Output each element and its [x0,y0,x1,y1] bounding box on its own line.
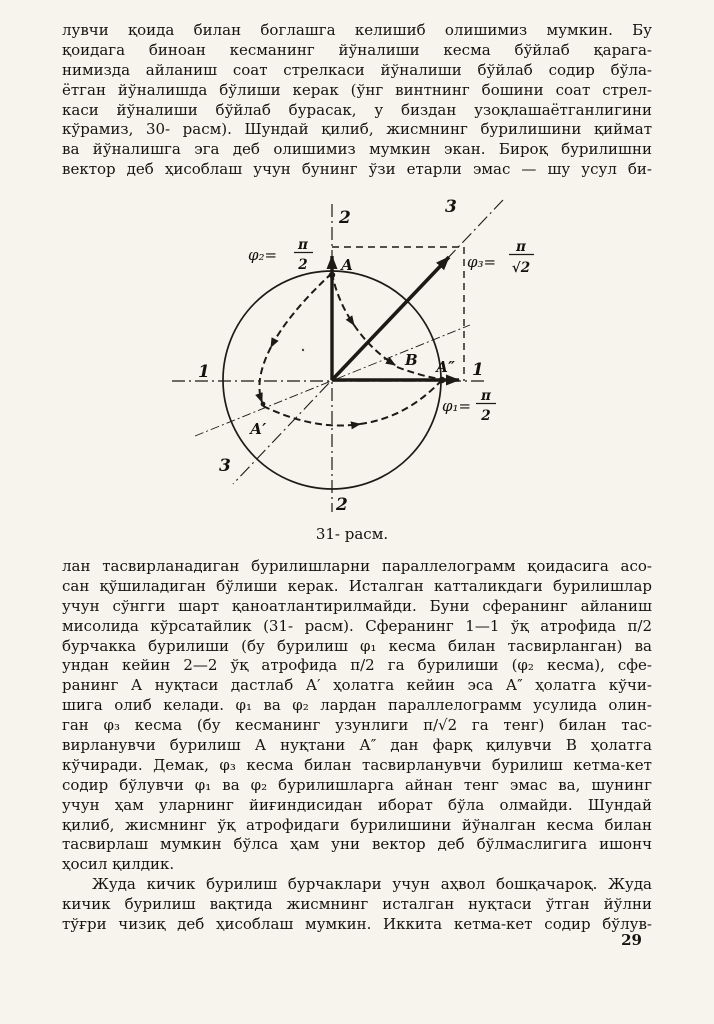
text-line: ва йўналишга эга деб олишимиз мумкин экан. Бироқ бурилишни [62,140,652,159]
text-line: ундан кейин 2—2 ўқ атрофида π/2 га бурилиши (φ₂ кесма), сфе- [62,656,652,675]
text-line: ранинг А нуқтаси дастлаб А′ ҳолатга кейин эса А″ ҳолатга кўчи- [62,676,652,695]
phi1-denominator: 2 [481,408,491,424]
arc-b-to-adprime [397,367,439,379]
text-line: нимизда айланиш соат стрелкаси йўналиши бўйлаб содир бўла- [62,60,652,79]
text-line: ётган йўналишда бўлиши керак (ўнг винтнинг бошини соат стрел- [62,80,652,99]
point-aprime-dot [261,402,266,407]
arc-aprime-to-adprime [263,406,360,426]
phi2-label: φ₂= [248,246,278,264]
text-line: содир бўлувчи φ₁ ва φ₂ бурилишларга айнан тенг эмас ва, шунинг [62,775,652,794]
text-line: тўғри чизиқ деб ҳисоблаш мумкин. Иккита кетма-кет содир бўлув- [62,914,652,933]
axis2-bottom-label: 2 [336,495,348,515]
point-b-label: В [405,351,418,369]
axis3-top-label: 3 [445,197,457,217]
text-line: қилиб, жисмнинг ўқ атрофидаги бурилишини йўналган кесма билан [62,815,652,834]
arc-a-to-b-2 [354,325,395,365]
point-a-label: А [341,256,354,274]
text-line: қоидага биноан кесманинг йўналиши кесма бўйлаб қарага- [62,40,652,59]
page-number: 29 [621,931,642,949]
axis1-left-label: 1 [198,362,210,382]
text-line: ҳосил қилдик. [62,855,175,874]
text-line: лан тасвирланадиган бурилишларни параллелограмм қоидасига асо- [62,557,652,575]
point-aprime-label: А′ [250,420,267,438]
paragraph-3 [62,875,652,935]
text-line: сан қўшиладиган бўлиши керак. Исталган катталикдаги бурилишлар [62,576,652,595]
axis1-right-label: 1 [472,360,484,380]
text-line: кўчиради. Демак, φ₃ кесма билан тасвирланувчи бурилиш кетма-кет [62,755,652,774]
text-line: учун сўнгги шарт қаноатлантирилмайди. Буни сферанинг айланиш [62,596,652,615]
figure-31-diagram [150,192,590,554]
arc-aprime-to-adprime-2 [360,382,440,424]
text-line: вектор деб ҳисоблаш учун бунинг ўзи етарли эмас — шу усул би- [62,160,652,179]
text-line: мисолида кўрсатайлик (31- расм). Сферанинг 1—1 ўқ атрофида π/2 [62,616,652,635]
arc-a-to-aprime-2 [259,347,271,402]
phi1-label: φ₁= [442,397,472,415]
phi3-numerator: π [516,239,526,255]
text-line: бурчакка бурилиши (бу бурилиш φ₁ кесма билан тасвирланган) ва [62,636,652,655]
phi1-numerator: π [481,388,491,404]
text-line: учун ҳам уларнинг йиғиндисидан иборат бўла олмайди. Шундай [62,795,652,814]
text-line: тасвирлаш мумкин бўлса ҳам уни вектор деб бўлмаслигига ишонч [62,835,652,854]
phi3-label: φ₃= [467,253,497,271]
text-line: вирланувчи бурилиш А нуқтани А″ дан фарқ қилувчи В ҳолатга [62,736,652,755]
text-line: шига олиб келади. φ₁ ва φ₂ лардан параллелограмм усулида олин- [62,696,652,715]
text-line: ган φ₃ кесма (бу кесманинг узунлиги π/√2 га тенг) билан тас- [62,716,652,735]
phi3-denominator: √2 [511,260,531,276]
print-speck [302,349,304,351]
paragraph-1 [62,21,652,180]
text-line: кўрамиз, 30- расм). Шундай қилиб, жисмнинг бурилишини қиймат [62,120,652,139]
phi2-denominator: 2 [298,257,308,273]
phi2-numerator: π [298,237,308,253]
text-line: кичик бурилиш вақтида жисмнинг исталган нуқтаси ўтган йўлни [62,894,652,913]
point-adprime-dot [439,377,445,383]
figure-31 [150,192,590,554]
text-line: лувчи қоида билан боглашга келишиб олишимиз мумкин. Бу [62,21,652,39]
point-a-dot [329,272,335,278]
text-line: Жуда кичик бурилиш бурчаклари учун аҳвол бошқачароқ. Жуда [92,875,652,893]
paragraph-2 [62,557,652,875]
point-adprime-label: А″ [436,358,455,376]
arc-a-to-b [332,273,354,325]
figure-caption: 31- расм. [315,525,389,543]
text-line: каси йўналиши бўйлаб бурасак, у биздан узоқлашаётганлигини [62,100,652,119]
axis3-bottom-label: 3 [219,456,231,476]
axis2-top-label: 2 [339,208,351,228]
